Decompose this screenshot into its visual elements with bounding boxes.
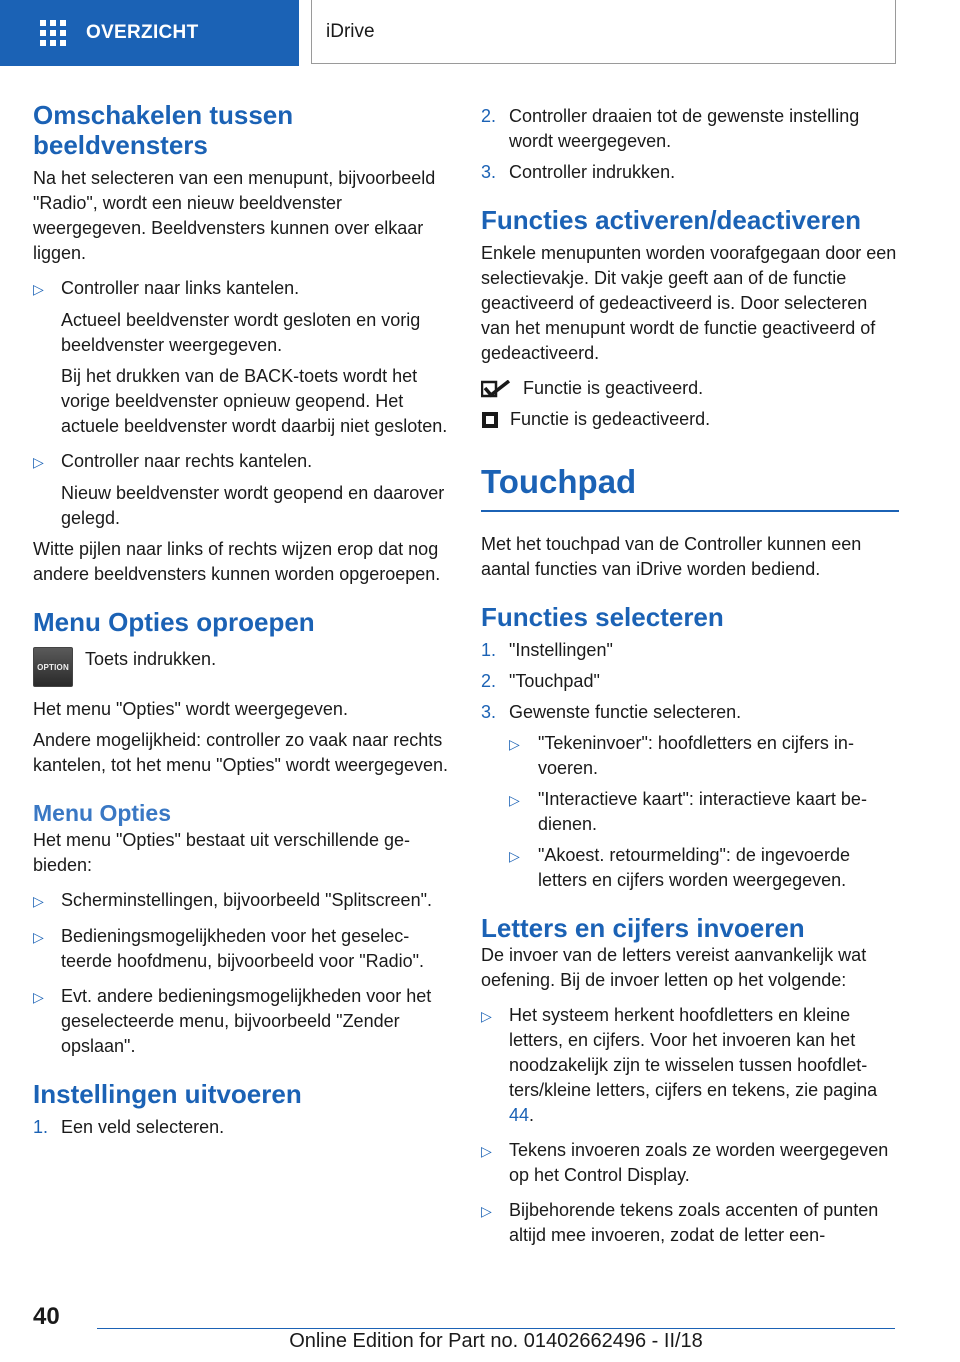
list-item-text: Bijbehorende tekens zoals accenten of punten altijd mee invoeren, zodat de letter een- (509, 1200, 879, 1245)
item-number: 1. (33, 1117, 49, 1137)
touchpad-section-header (481, 462, 899, 512)
heading-functions: Functies activeren/deactiveren (481, 205, 862, 235)
heading-select-functions: Functies selecteren (481, 602, 724, 632)
numbered-item (481, 669, 899, 694)
section-divider (481, 510, 899, 512)
numbered-item (33, 1115, 451, 1140)
chapter-tab-label: iDrive (326, 20, 375, 42)
item-text: Een veld selecteren. (61, 1117, 225, 1137)
left-column (33, 100, 451, 1140)
paragraph-arrows: Witte pijlen naar links of rechts wijzen erop dat nog andere beeldvensters kunnen worden opgeroepen. (33, 539, 441, 584)
list-item-text: "Interactieve kaart": interactieve kaart bedienen. (538, 789, 867, 834)
item-text: Gewenste functie selecteren. (509, 702, 742, 722)
list-item-text: Evt. andere bedieningsmogelijkheden voor het geselecteerde menu, bijvoorbeeld "Zender opslaan". (61, 986, 432, 1056)
page-link[interactable]: 44 (509, 1105, 530, 1125)
grid-icon (40, 20, 66, 46)
numbered-item (481, 104, 899, 154)
paragraph-letters: De invoer van de letters vereist aanvankelijk wat oefening. Bij de invoer letten op het volgende: (481, 945, 867, 990)
list-item-detail: Bij het drukken van de BACK-toets wordt het vorige beeldvenster opnieuw geopend. Het actuele beeldvenster wordt daarbij niet gesloten. (61, 366, 448, 436)
overview-tab[interactable] (0, 0, 299, 66)
item-number: 3. (481, 702, 497, 722)
item-number: 1. (481, 640, 497, 660)
paragraph-consists: Het menu "Opties" bestaat uit verschillende gebieden: (33, 830, 410, 875)
heading-touchpad: Touchpad (481, 463, 637, 500)
heading-switch-windows: Omschakelen tussen beeldvensters (33, 100, 294, 160)
paragraph-switch: Na het selecteren van een menupunt, bijvoorbeeld "Radio", wordt een nieuw beeldvenster weergegeven. Beeldvensters kunnen over elkaar liggen. (33, 168, 436, 263)
list-item (509, 843, 899, 893)
bullet-triangle-icon: ▷ (33, 893, 44, 909)
list-item (481, 1138, 899, 1188)
heading-letters: Letters en cijfers invoeren (481, 913, 805, 943)
bullet-triangle-icon: ▷ (481, 1008, 492, 1024)
footer-divider (97, 1328, 895, 1329)
heading-options-menu: Menu Opties (33, 800, 172, 826)
activated-row (481, 376, 899, 401)
numbered-item (481, 700, 899, 725)
list-item-text: "Tekeninvoer": hoofdletters en cijfers invoeren. (538, 733, 854, 778)
option-button-icon (33, 647, 73, 687)
overview-tab-label: OVERZICHT (86, 22, 199, 43)
list-item (509, 787, 899, 837)
bullet-triangle-icon: ▷ (481, 1203, 492, 1219)
option-instruction (33, 647, 451, 687)
list-item-detail: Actueel beeldvenster wordt gesloten en vorig beeldvenster weergegeven. (61, 310, 421, 355)
list-item-detail: Nieuw beeldvenster wordt geopend en daarover gelegd. (61, 483, 445, 528)
footer-edition: Online Edition for Part no. 01402662496 - II/18 (289, 1330, 703, 1352)
bullet-triangle-icon: ▷ (33, 281, 44, 297)
numbered-item (481, 638, 899, 663)
paragraph-alternative: Andere mogelijkheid: controller zo vaak naar rechts kantelen, tot het menu "Opties" wordt weergegeven. (33, 730, 449, 775)
deactivated-text: Functie is gedeactiveerd. (510, 409, 711, 429)
page-header (0, 0, 960, 66)
list-item (509, 731, 899, 781)
list-item-text (509, 1003, 899, 1128)
bullet-triangle-icon: ▷ (509, 848, 520, 864)
right-column (481, 100, 899, 1248)
deactivated-row (481, 407, 899, 432)
bullet-triangle-icon: ▷ (509, 792, 520, 808)
list-item (33, 888, 451, 914)
heading-options-call: Menu Opties oproepen (33, 607, 315, 637)
paragraph-functions: Enkele menupunten worden voorafgegaan door een selectievakje. Dit vakje geeft aan of de functie geactiveerd of gedeactiveerd is. Door selecteren van het menupunt wordt de functie geactiveerd of gedeactiveerd. (481, 243, 897, 363)
list-item (33, 924, 451, 974)
bullet-triangle-icon: ▷ (481, 1143, 492, 1159)
heading-settings: Instellingen uitvoeren (33, 1079, 302, 1109)
item-number: 2. (481, 106, 497, 126)
list-item-text-part: Het systeem herkent hoofdletters en kleine letters, en cijfers. Voor het invoeren kan het noodzakelijk zijn te wisselen tussen hoofdletters/kleine letters, cijfers en tekens, zie pagina (509, 1005, 878, 1100)
numbered-item (481, 160, 899, 185)
bullet-triangle-icon: ▷ (509, 736, 520, 752)
paragraph-touchpad: Met het touchpad van de Controller kunnen een aantal functies van iDrive worden bediend. (481, 534, 862, 579)
item-number: 2. (481, 671, 497, 691)
bullet-triangle-icon: ▷ (33, 929, 44, 945)
list-item (481, 1198, 899, 1248)
option-button-icon-text: OPTION (37, 662, 69, 672)
list-item-text: Tekens invoeren zoals ze worden weergegeven op het Control Display. (509, 1140, 889, 1185)
list-item-text: Controller naar links kantelen. (61, 278, 300, 298)
chapter-tab[interactable] (311, 0, 896, 64)
bullet-triangle-icon: ▷ (33, 454, 44, 470)
list-item-text: Scherminstellingen, bijvoorbeeld "Splitscreen". (61, 890, 432, 910)
item-text: "Touchpad" (509, 671, 600, 691)
checkbox-checked-icon (481, 380, 511, 398)
list-item-text-end: . (529, 1105, 535, 1125)
list-item (33, 449, 451, 475)
list-item-text: "Akoest. retourmelding": de ingevoerde letters en cijfers worden weergegeven. (538, 845, 850, 890)
list-item (33, 276, 451, 302)
checkbox-unchecked-icon (482, 412, 498, 428)
page-number: 40 (33, 1303, 60, 1330)
paragraph-press: Toets indrukken. (85, 649, 217, 669)
list-item-text: Bedieningsmogelijkheden voor het geselecteerde hoofdmenu, bijvoorbeeld voor "Radio". (61, 926, 425, 971)
paragraph-shown: Het menu "Opties" wordt weergegeven. (33, 699, 348, 719)
list-item (481, 1003, 899, 1128)
bullet-triangle-icon: ▷ (33, 989, 44, 1005)
list-item (33, 984, 451, 1059)
item-number: 3. (481, 162, 497, 182)
item-text: Controller draaien tot de gewenste instelling wordt weergegeven. (509, 106, 860, 151)
list-item-text: Controller naar rechts kantelen. (61, 451, 313, 471)
activated-text: Functie is geactiveerd. (523, 378, 704, 398)
item-text: Controller indrukken. (509, 162, 676, 182)
item-text: "Instellingen" (509, 640, 613, 660)
